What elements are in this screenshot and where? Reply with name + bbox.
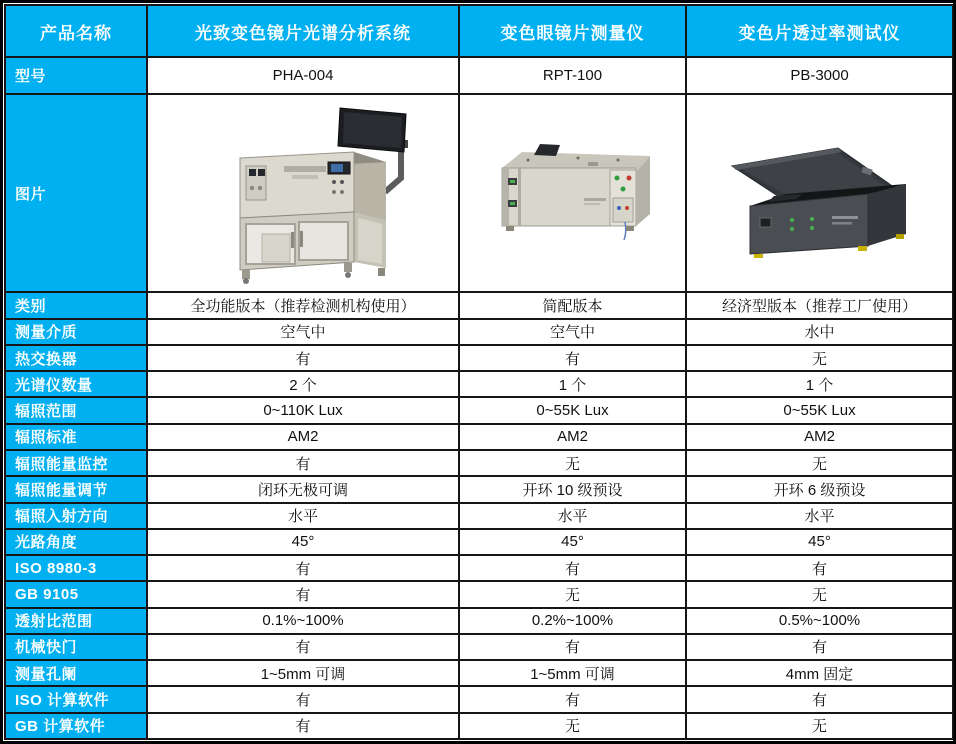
row-label: 类别 bbox=[5, 292, 147, 318]
spec-value-cell: 有 bbox=[459, 634, 686, 660]
row-label: 图片 bbox=[5, 94, 147, 292]
row-label: 光路角度 bbox=[5, 529, 147, 555]
row-label: 辐照能量调节 bbox=[5, 476, 147, 502]
spec-value-cell: 有 bbox=[147, 345, 459, 371]
spec-value-cell: 1 个 bbox=[459, 371, 686, 397]
table-row-spec bbox=[5, 686, 953, 712]
header-product-1: 光致变色镜片光谱分析系统 bbox=[147, 5, 459, 57]
table-row-model bbox=[5, 57, 953, 94]
spec-value-cell: 0~110K Lux bbox=[147, 397, 459, 423]
table-row-spec bbox=[5, 397, 953, 423]
spec-value-cell: 空气中 bbox=[147, 319, 459, 345]
row-label: 机械快门 bbox=[5, 634, 147, 660]
row-label: 型号 bbox=[5, 57, 147, 94]
row-label: GB 计算软件 bbox=[5, 713, 147, 739]
spec-value-cell: 无 bbox=[686, 713, 953, 739]
spec-value-cell: 1~5mm 可调 bbox=[459, 660, 686, 686]
spec-value-cell: 45° bbox=[459, 529, 686, 555]
row-label: 辐照范围 bbox=[5, 397, 147, 423]
spec-value-cell: 无 bbox=[686, 450, 953, 476]
pb-3000-tester-photo bbox=[720, 128, 920, 258]
spec-value-cell: 无 bbox=[686, 581, 953, 607]
table-header-row bbox=[5, 5, 953, 57]
spec-value-cell: PHA-004 bbox=[147, 57, 459, 94]
spec-value-cell: AM2 bbox=[686, 424, 953, 450]
spec-value-cell: 45° bbox=[147, 529, 459, 555]
product-comparison-table bbox=[4, 4, 954, 740]
table-row-spec bbox=[5, 371, 953, 397]
table-row-spec bbox=[5, 660, 953, 686]
product-image-cell bbox=[459, 94, 686, 292]
row-label: 辐照入射方向 bbox=[5, 503, 147, 529]
spec-value-cell: AM2 bbox=[459, 424, 686, 450]
spec-value-cell: 水平 bbox=[147, 503, 459, 529]
spec-value-cell: 有 bbox=[686, 555, 953, 581]
table-row-spec bbox=[5, 319, 953, 345]
row-label: 辐照标准 bbox=[5, 424, 147, 450]
spec-value-cell: 1 个 bbox=[686, 371, 953, 397]
row-label: ISO 8980-3 bbox=[5, 555, 147, 581]
rpt-100-instrument-photo bbox=[488, 138, 658, 248]
table-row-spec bbox=[5, 634, 953, 660]
spec-value-cell: 0.5%~100% bbox=[686, 608, 953, 634]
spec-value-cell: PB-3000 bbox=[686, 57, 953, 94]
table-row-spec bbox=[5, 529, 953, 555]
table-row-spec bbox=[5, 555, 953, 581]
spec-value-cell: 2 个 bbox=[147, 371, 459, 397]
table-row-spec bbox=[5, 476, 953, 502]
spec-value-cell: 全功能版本（推荐检测机构使用） bbox=[147, 292, 459, 318]
spec-table-body bbox=[5, 57, 953, 739]
table-row-spec bbox=[5, 345, 953, 371]
spec-value-cell: 有 bbox=[147, 713, 459, 739]
spec-value-cell: 闭环无极可调 bbox=[147, 476, 459, 502]
spec-value-cell: 0~55K Lux bbox=[686, 397, 953, 423]
spec-value-cell: 有 bbox=[147, 450, 459, 476]
table-row-spec bbox=[5, 713, 953, 739]
spec-value-cell: 有 bbox=[686, 634, 953, 660]
row-label: 测量孔阑 bbox=[5, 660, 147, 686]
header-product-name-label: 产品名称 bbox=[5, 5, 147, 57]
row-label: 测量介质 bbox=[5, 319, 147, 345]
row-label: 热交换器 bbox=[5, 345, 147, 371]
spec-value-cell: 空气中 bbox=[459, 319, 686, 345]
row-label: 透射比范围 bbox=[5, 608, 147, 634]
spec-value-cell: 无 bbox=[459, 713, 686, 739]
spec-value-cell: AM2 bbox=[147, 424, 459, 450]
spec-value-cell: 水平 bbox=[686, 503, 953, 529]
spec-value-cell: 1~5mm 可调 bbox=[147, 660, 459, 686]
table-row-spec bbox=[5, 424, 953, 450]
row-label: GB 9105 bbox=[5, 581, 147, 607]
spec-value-cell: 开环 6 级预设 bbox=[686, 476, 953, 502]
header-product-3: 变色片透过率测试仪 bbox=[686, 5, 953, 57]
table-row-spec bbox=[5, 292, 953, 318]
row-label: 光谱仪数量 bbox=[5, 371, 147, 397]
spec-value-cell: 经济型版本（推荐工厂使用） bbox=[686, 292, 953, 318]
product-image-cell bbox=[686, 94, 953, 292]
header-product-2: 变色眼镜片测量仪 bbox=[459, 5, 686, 57]
spec-value-cell: 无 bbox=[459, 450, 686, 476]
product-image-cell bbox=[147, 94, 459, 292]
row-label: 辐照能量监控 bbox=[5, 450, 147, 476]
spec-value-cell: 4mm 固定 bbox=[686, 660, 953, 686]
row-label: ISO 计算软件 bbox=[5, 686, 147, 712]
table-row-spec bbox=[5, 608, 953, 634]
spec-value-cell: 无 bbox=[459, 581, 686, 607]
spec-value-cell: 45° bbox=[686, 529, 953, 555]
spec-value-cell: 有 bbox=[459, 555, 686, 581]
spec-value-cell: 有 bbox=[147, 555, 459, 581]
spec-value-cell: 有 bbox=[147, 686, 459, 712]
table-row-image bbox=[5, 94, 953, 292]
spec-value-cell: 有 bbox=[459, 686, 686, 712]
pha-004-machine-photo bbox=[188, 100, 418, 286]
table-row-spec bbox=[5, 450, 953, 476]
table-row-spec bbox=[5, 581, 953, 607]
spec-value-cell: 有 bbox=[147, 634, 459, 660]
spec-value-cell: 0.2%~100% bbox=[459, 608, 686, 634]
spec-value-cell: 开环 10 级预设 bbox=[459, 476, 686, 502]
spec-value-cell: 水平 bbox=[459, 503, 686, 529]
spec-value-cell: 简配版本 bbox=[459, 292, 686, 318]
spec-value-cell: 0~55K Lux bbox=[459, 397, 686, 423]
spec-value-cell: 有 bbox=[459, 345, 686, 371]
spec-value-cell: 无 bbox=[686, 345, 953, 371]
spec-value-cell: 0.1%~100% bbox=[147, 608, 459, 634]
spec-value-cell: RPT-100 bbox=[459, 57, 686, 94]
spec-value-cell: 水中 bbox=[686, 319, 953, 345]
table-row-spec bbox=[5, 503, 953, 529]
spec-value-cell: 有 bbox=[147, 581, 459, 607]
spec-value-cell: 有 bbox=[686, 686, 953, 712]
